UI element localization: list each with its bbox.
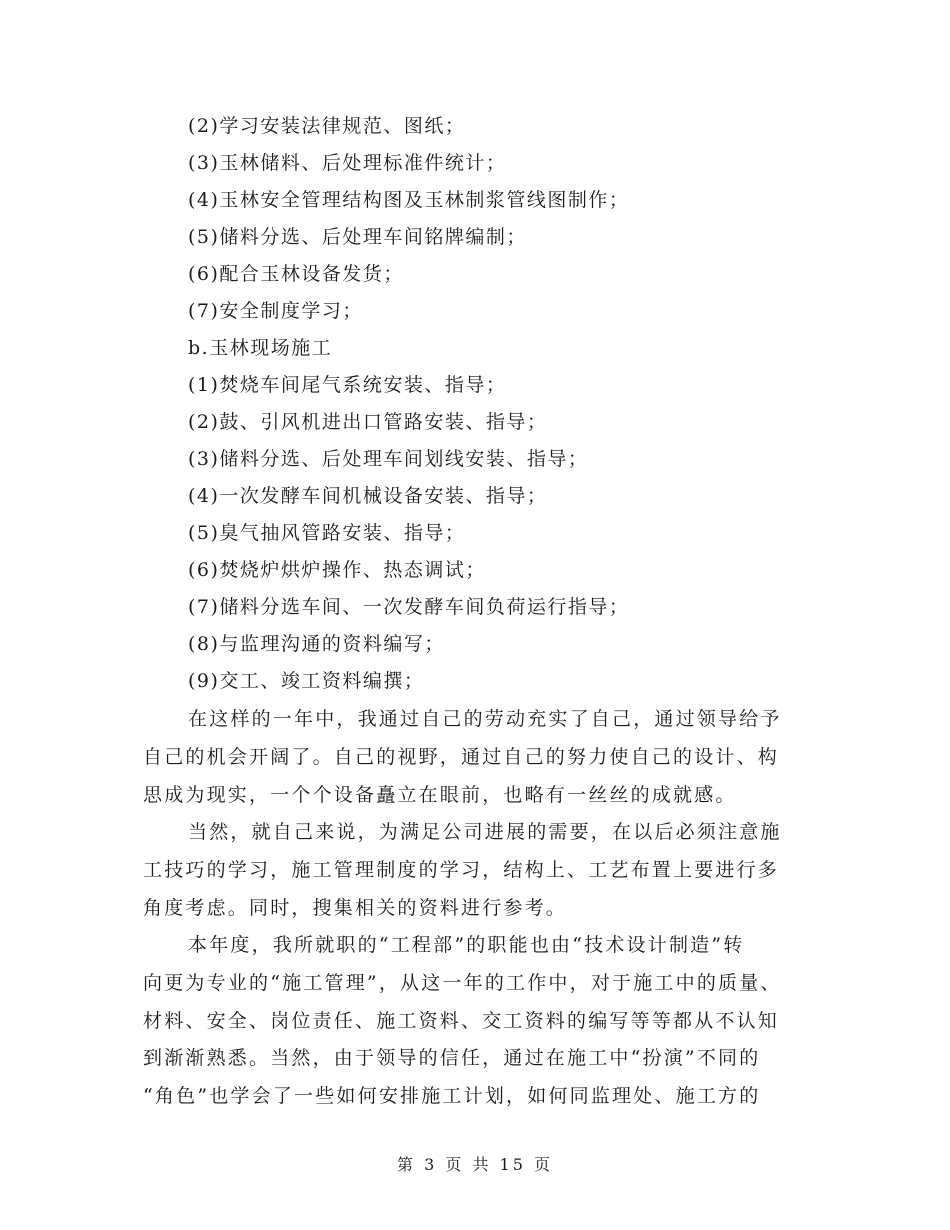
list-b-item: (4)一次发酵车间机械设备安装、指导；	[188, 485, 548, 507]
paragraph-2-line: 当然，就自己来说，为满足公司进展的需要，在以后必须注意施	[188, 821, 782, 843]
paragraph-1-line: 思成为现实，一个个设备矗立在眼前，也略有一丝丝的成就感。	[143, 784, 737, 806]
paragraph-3-line: “角色”也学会了一些如何安排施工计划，如何同监理处、施工方的	[143, 1085, 761, 1107]
list-b-item: (8)与监理沟通的资料编写；	[188, 633, 445, 655]
paragraph-3-line: 材料、安全、岗位责任、施工资料、交工资料的编写等等都从不认知	[143, 1010, 780, 1032]
list-b-item: (6)焚烧炉烘炉操作、热态调试；	[188, 559, 486, 581]
paragraph-1-line: 在这样的一年中，我通过自己的劳动充实了自己，通过领导给予	[188, 708, 782, 730]
paragraph-2-line: 角度考虑。同时，搜集相关的资料进行参考。	[143, 897, 568, 919]
list-a-item: (7)安全制度学习；	[188, 300, 363, 322]
section-b-title: b.玉林现场施工	[188, 337, 333, 359]
paragraph-2-line: 工技巧的学习，施工管理制度的学习，结构上、工艺布置上要进行多	[143, 859, 780, 881]
list-a-item: (6)配合玉林设备发货；	[188, 263, 404, 285]
page-number-footer: 第 3 页 共 15 页	[397, 1155, 553, 1174]
paragraph-3-line: 向更为专业的“施工管理”，从这一年的工作中，对于施工中的质量、	[143, 972, 782, 994]
paragraph-1-line: 自己的机会开阔了。自己的视野，通过自己的努力使自己的设计、构	[143, 746, 780, 768]
list-a-item: (3)玉林储料、后处理标准件统计；	[188, 152, 507, 174]
list-a-item: (2)学习安装法律规范、图纸；	[188, 115, 466, 137]
list-a-item: (4)玉林安全管理结构图及玉林制浆管线图制作；	[188, 189, 630, 211]
list-a-item: (5)储料分选、后处理车间铭牌编制；	[188, 226, 527, 248]
paragraph-3-line: 到渐渐熟悉。当然，由于领导的信任，通过在施工中“扮演”不同的	[143, 1047, 761, 1069]
list-b-item: (9)交工、竣工资料编撰；	[188, 670, 425, 692]
list-b-item: (5)臭气抽风管路安装、指导；	[188, 522, 466, 544]
paragraph-3-line: 本年度，我所就职的“工程部”的职能也由“技术设计制造”转	[188, 934, 745, 956]
list-b-item: (2)鼓、引风机进出口管路安装、指导；	[188, 411, 548, 433]
list-b-item: (1)焚烧车间尾气系统安装、指导；	[188, 374, 507, 396]
list-b-item: (7)储料分选车间、一次发酵车间负荷运行指导；	[188, 596, 630, 618]
list-b-item: (3)储料分选、后处理车间划线安装、指导；	[188, 448, 589, 470]
